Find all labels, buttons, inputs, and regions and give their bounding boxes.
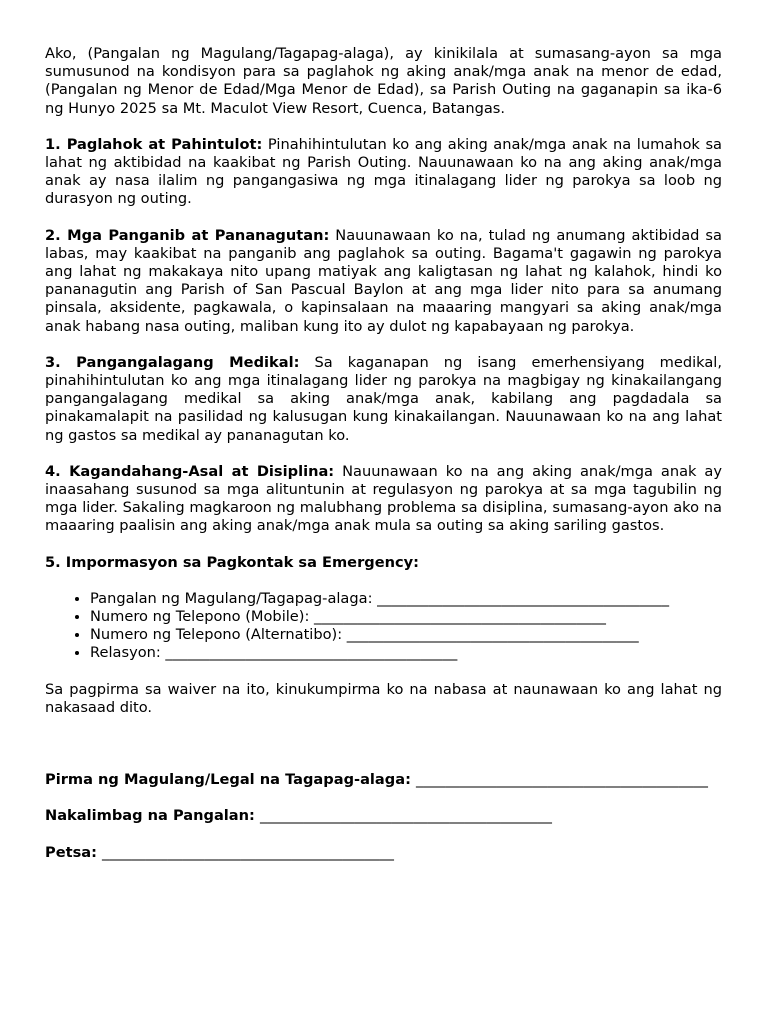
waiver-content — [45, 45, 722, 880]
signature-line — [45, 771, 722, 789]
section-body: Nauunawaan ko na ang aking anak/mga anak ay inaasahang susunod sa mga alituntunin at regulasyon ng parokya at sa mga tagubilin ng mga lider. Sakaling magkaroon ng malubhang problema sa disiplina, sumasang-ayon ako na maaaring paalisin ang aking anak/mga anak mula sa outing sa aking sariling gastos. — [45, 462, 722, 535]
signature-block — [45, 771, 722, 862]
signature-label: Pirma ng Magulang/Legal na Tagapag-alaga: — [45, 771, 411, 789]
printed-name-line — [45, 807, 722, 825]
section-emergency-heading — [45, 554, 722, 572]
intro-paragraph: Ako, (Pangalan ng Magulang/Tagapag-alaga), ay kinikilala at sumasang-ayon sa mga sumusunod na kondisyon para sa paglahok ng aking anak/mga anak na menor de edad, (Pangalan ng Menor de Edad/Mga Menor de Edad), sa Parish Outing na gaganapin sa ika-6 ng Hunyo 2025 sa Mt. Maculot View Resort, Cuenca, Batangas. — [45, 45, 722, 117]
section-heading: 5. Impormasyon sa Pagkontak sa Emergency: — [45, 553, 420, 571]
emergency-contact-list — [45, 590, 722, 663]
section-body: Nauunawaan ko na, tulad ng anumang aktibidad sa labas, may kaakibat na panganib ang paglahok sa outing. Bagama't gagawin ng parokya ang lahat ng makakaya nito upang matiyak ang kaligtasan ng lahat ng kalahok, hindi ko pananagutin ang Parish of San Pascual Baylon at ang mga lider nito para sa anumang pinsala, aksidente, pagkawala, o kapinsalaan na maaaring mangyari sa aking anak/mga anak habang nasa outing, maliban kung ito ay dulot ng kapabayaan ng parokya. — [45, 226, 722, 335]
list-item: • Numero ng Telepono (Alternatibo): ________________________________________ — [90, 626, 722, 644]
date-line — [45, 844, 722, 862]
list-item: • Pangalan ng Magulang/Tagapag-alaga: ________________________________________ — [90, 590, 722, 608]
printed-name-label: Nakalimbag na Pangalan: — [45, 807, 255, 825]
list-item: • Relasyon: ________________________________________ — [90, 644, 722, 662]
date-blank: ________________________________________ — [102, 843, 394, 861]
section-heading: 4. Kagandahang-Asal at Disiplina: — [45, 462, 335, 480]
date-label: Petsa: — [45, 843, 97, 861]
printed-name-blank: ________________________________________ — [259, 807, 552, 825]
section-body: Sa kaganapan ng isang emerhensiyang medikal, pinahihintulutan ko ang mga itinalagang lider ng parokya na magbigay ng kinakailangang pangangalagang medikal sa aking anak/mga anak, kabilang ang pagdadala sa pinakamalapit na pasilidad ng kalusugan kung kinakailangan. Nauunawaan ko na ang lahat ng gastos sa medikal ay pananagutan ko. — [45, 353, 722, 444]
list-item: • Numero ng Telepono (Mobile): ________________________________________ — [90, 608, 722, 626]
section-medical — [45, 354, 722, 445]
section-heading: 3. Pangangalagang Medikal: — [45, 353, 300, 371]
section-heading: 2. Mga Panganib at Pananagutan: — [45, 226, 330, 244]
section-risks — [45, 227, 722, 336]
section-participation — [45, 136, 722, 209]
section-heading: 1. Paglahok at Pahintulot: — [45, 135, 263, 153]
section-body: Pinahihintulutan ko ang aking anak/mga anak na lumahok sa lahat ng aktibidad na kaakibat ng Parish Outing. Nauunawaan ko na ang aking anak/mga anak ay nasa ilalim ng pangangasiwa ng mga itinalagang lider ng parokya sa loob ng durasyon ng outing. — [45, 135, 722, 208]
signature-blank: ________________________________________ — [416, 771, 708, 789]
section-conduct — [45, 463, 722, 536]
closing-paragraph: Sa pagpirma sa waiver na ito, kinukumpirma ko na nabasa at naunawaan ko ang lahat ng nakasaad dito. — [45, 680, 722, 716]
